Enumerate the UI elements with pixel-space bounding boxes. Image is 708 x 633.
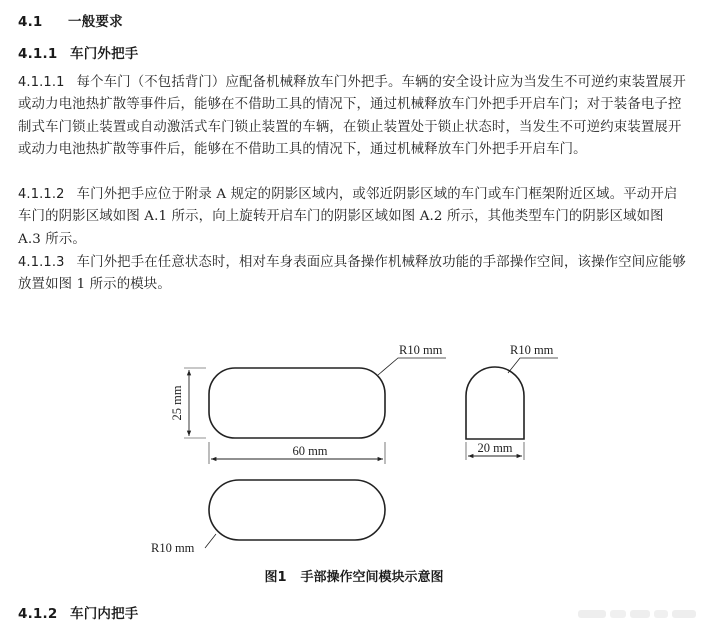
r10-leader-rect bbox=[378, 358, 446, 375]
section-number: 4.1 bbox=[18, 14, 43, 30]
section-heading-4-1 bbox=[18, 10, 123, 30]
figure-title: 手部操作空间模块示意图 bbox=[300, 570, 444, 585]
watermark-graphic bbox=[578, 607, 698, 621]
r10-arch-label: R10 mm bbox=[510, 343, 554, 357]
section-number: 4.1.1 bbox=[18, 46, 58, 62]
paragraph-text: 车门外把手应位于附录 A 规定的阴影区域内，或邻近阴影区域的车门或车门框架附近区域。平动开启车门的阴影区域如图 A.1 所示，向上旋转开启车门的阴影区域如图 A.2 所示，其他类型车门的阴影区域如图 A.3 所示。 bbox=[18, 187, 678, 247]
width-20-label: 20 mm bbox=[477, 441, 513, 455]
paragraph-4-1-1-2 bbox=[18, 184, 690, 251]
paragraph-number: 4.1.1.2 bbox=[18, 187, 65, 202]
paragraph-number: 4.1.1.1 bbox=[18, 75, 65, 90]
hand-space-module-diagram bbox=[130, 330, 580, 560]
section-title: 一般要求 bbox=[68, 14, 123, 30]
section-title: 车门外把手 bbox=[70, 46, 139, 62]
r10-leader-stadium bbox=[205, 534, 216, 548]
section-number: 4.1.2 bbox=[18, 606, 58, 622]
r10-rect-label: R10 mm bbox=[399, 343, 443, 357]
section-heading-4-1-2 bbox=[18, 602, 139, 622]
stadium-shape bbox=[209, 480, 385, 540]
r10-leader-arch bbox=[508, 358, 558, 373]
paragraph-text: 每个车门（不包括背门）应配备机械释放车门外把手。车辆的安全设计应为当发生不可逆约束装置展开或动力电池热扩散等事件后，能够在不借助工具的情况下，通过机械释放车门外把手开启车门；对于装备电子控制式车门锁止装置或自动激活式车门锁止装置的车辆，在锁止装置处于锁止状态时，当发生不可逆约束装置展开或动力电池热扩散等事件后，能够在不借助工具的情况下，通过机械释放车门外把手开启车门。 bbox=[18, 75, 686, 157]
paragraph-number: 4.1.1.3 bbox=[18, 255, 65, 270]
arch-shape bbox=[466, 367, 524, 439]
paragraph-4-1-1-3 bbox=[18, 252, 690, 297]
r10-stadium-label: R10 mm bbox=[151, 541, 195, 555]
height-25-label: 25 mm bbox=[170, 385, 184, 421]
section-heading-4-1-1 bbox=[18, 42, 139, 62]
paragraph-4-1-1-1 bbox=[18, 72, 690, 161]
rounded-rect-shape bbox=[209, 368, 385, 438]
section-title: 车门内把手 bbox=[70, 606, 139, 622]
width-60-label: 60 mm bbox=[292, 444, 328, 458]
figure-caption bbox=[0, 566, 708, 585]
paragraph-text: 车门外把手在任意状态时，相对车身表面应具备操作机械释放功能的手部操作空间，该操作空间应能够放置如图 1 所示的模块。 bbox=[18, 255, 686, 293]
figure-number: 图1 bbox=[264, 570, 287, 585]
